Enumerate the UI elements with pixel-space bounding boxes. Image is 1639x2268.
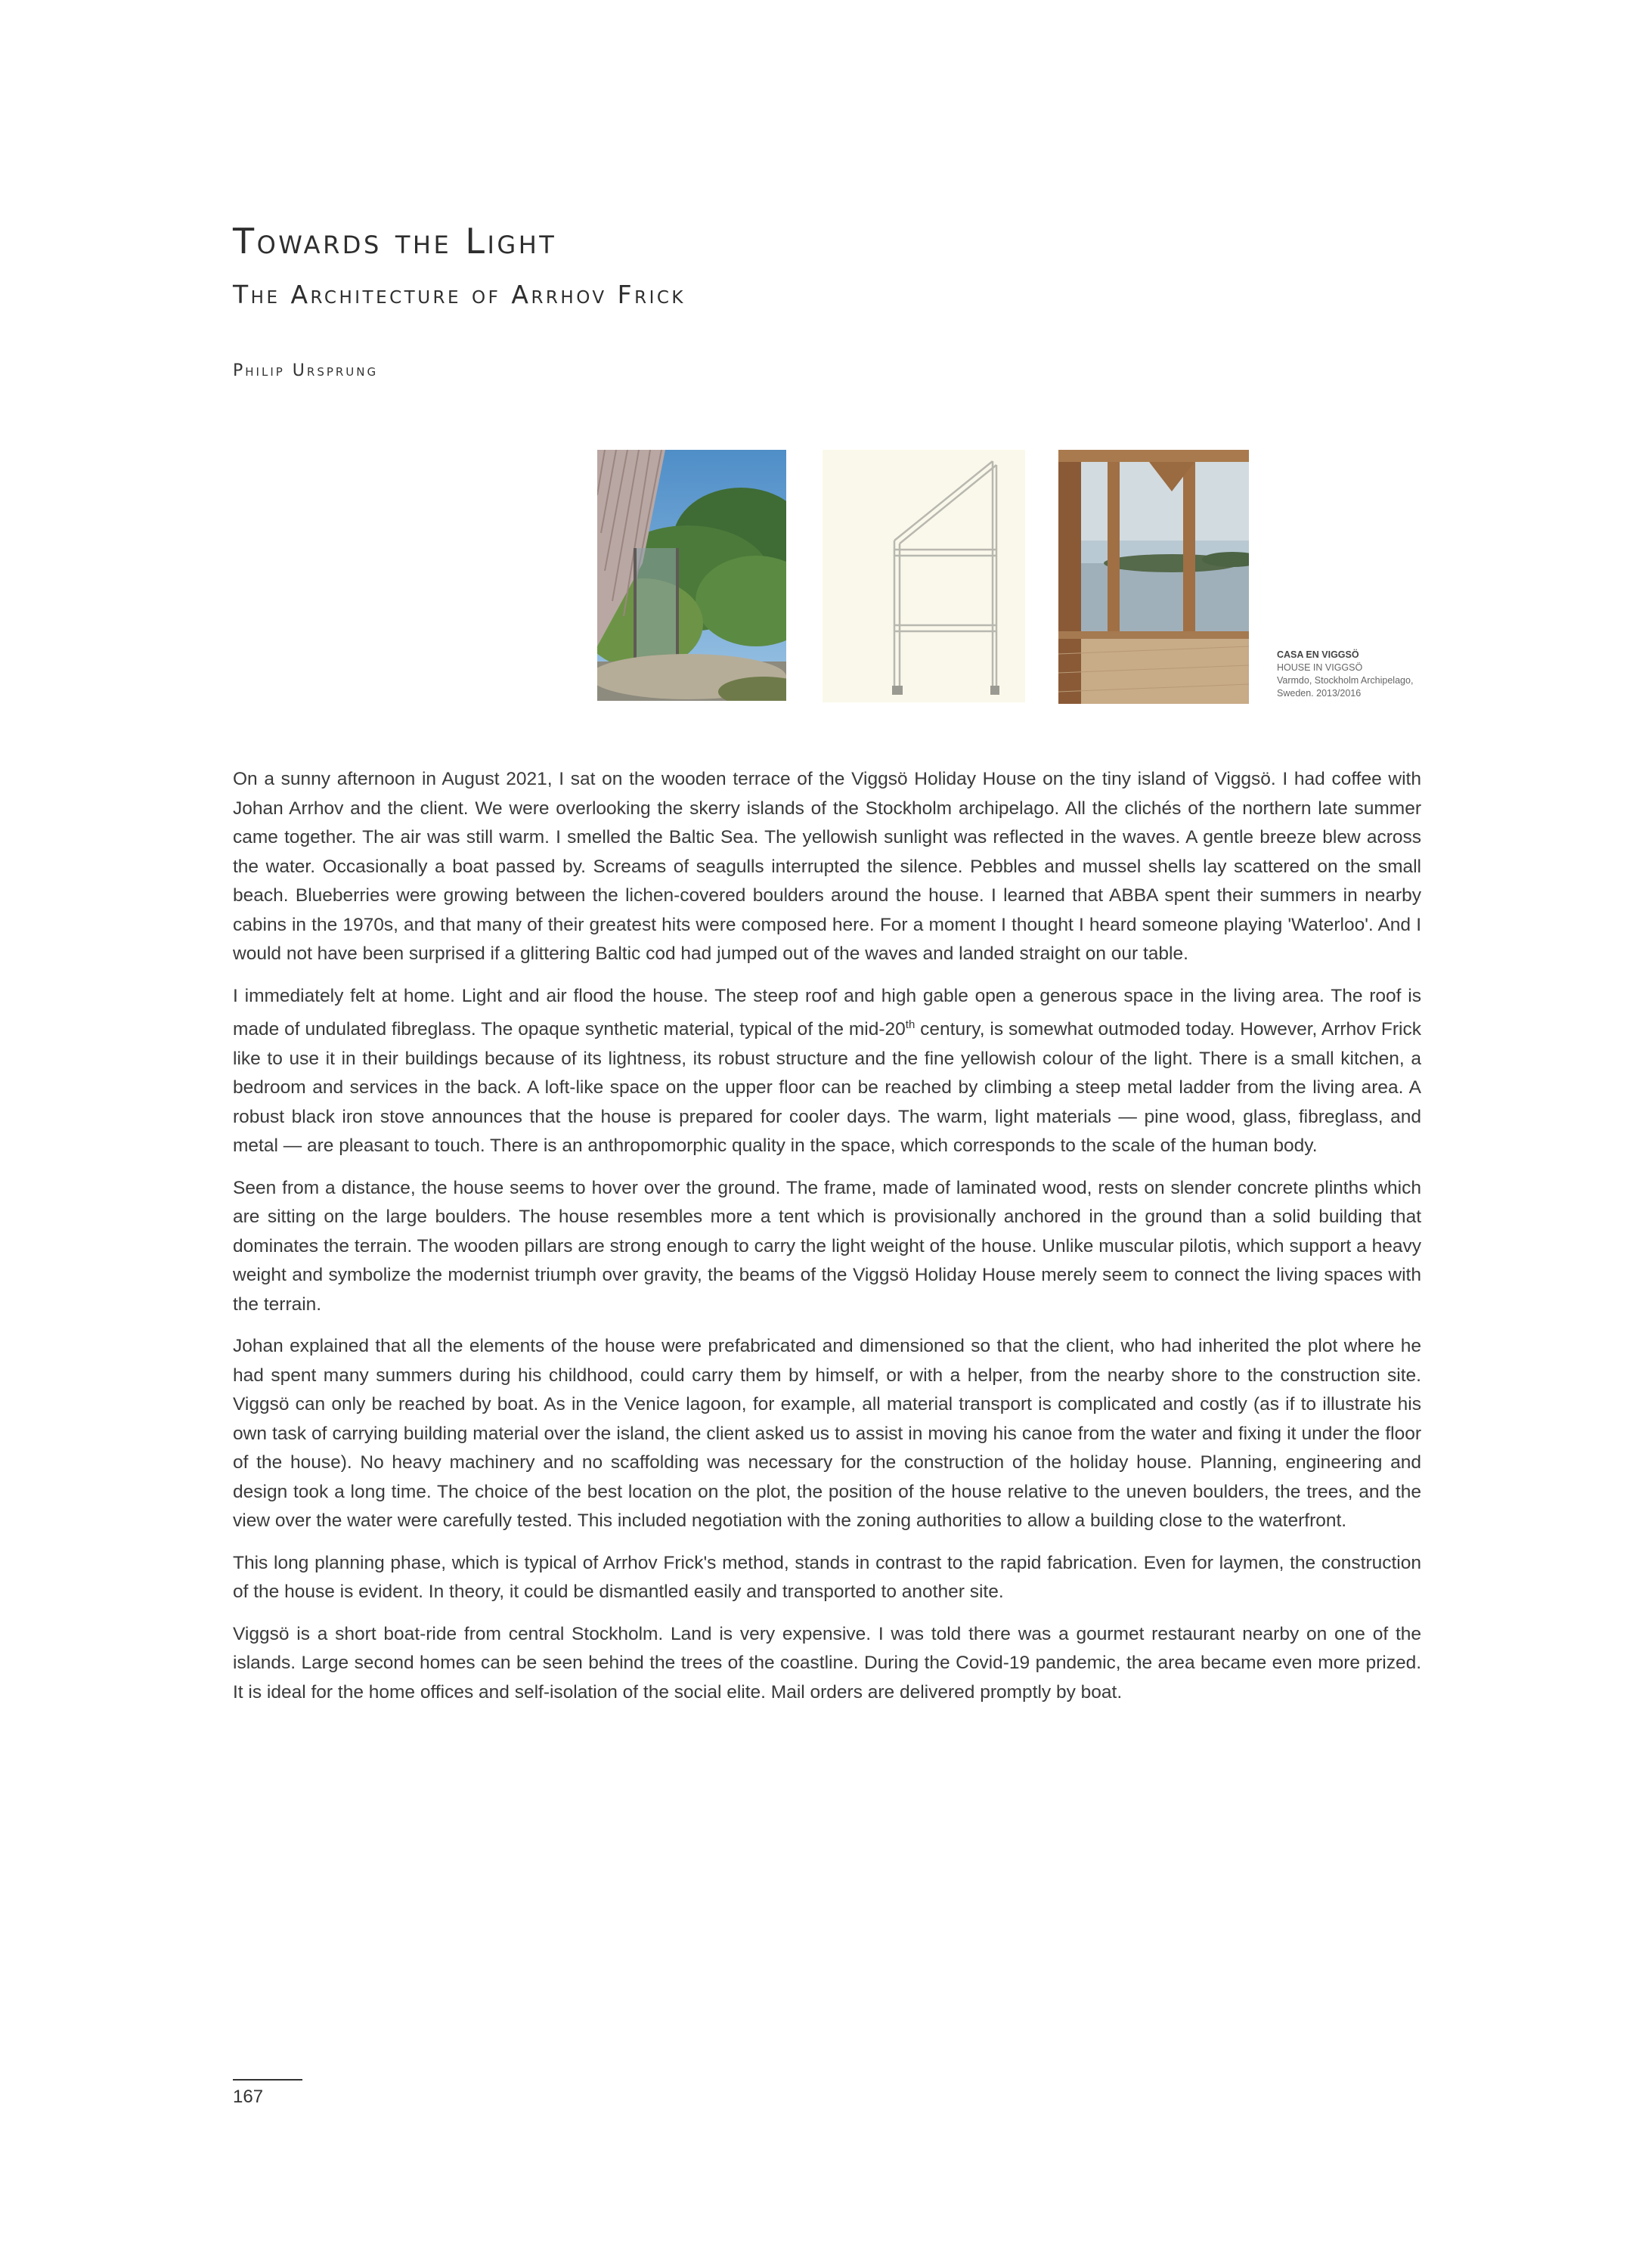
paragraph-2-part-a: I immediately felt at home. Light and air flood the house. The steep roof and high gable open a generous space in the living area. The roof is made of undulated fibreglass. The opaque synthetic material, typical of the mid-20: [233, 985, 1421, 1040]
paragraph-5: This long planning phase, which is typical of Arrhov Frick's method, stands in contrast to the rapid fabrication. Even for laymen, the construction of the house is evident. In theory, it could be dismantled easily and transported to another site.: [233, 1552, 1421, 1603]
page-number-rule: [233, 2079, 302, 2081]
paragraph-1: On a sunny afternoon in August 2021, I sat on the wooden terrace of the Viggsö Holiday House on the tiny island of Viggsö. I had coffee with Johan Arrhov and the client. We were overlooking the skerry islands of the Stockholm archipelago. All the clichés of the northern late summer came together. The air was still warm. I smelled the Baltic Sea. The yellowish sunlight was reflected in the waves. A gentle breeze blew across the water. Occasionally a boat passed by. Screams of seagulls interrupted the silence. Pebbles and mussel shells lay scattered on the small beach. Blueberries were growing between the lichen-covered boulders around the house. I learned that ABBA spent their summers in nearby cabins in the 1970s, and that many of their greatest hits were composed here. For a moment I thought I heard someone playing 'Waterloo'. And I would not have been surprised if a glittering Baltic cod had jumped out of the waves and landed straight on our table.: [233, 769, 1421, 964]
page-number: 167: [233, 2087, 264, 2107]
house-exterior-photo: [597, 450, 786, 701]
caption-location: Varmdo, Stockholm Archipelago,: [1277, 675, 1414, 686]
caption-title-es: CASA EN VIGGSÖ: [1277, 649, 1359, 660]
article-body: [233, 765, 1421, 1720]
figure-caption: [1277, 649, 1504, 700]
frame-section-drawing: [823, 450, 1025, 702]
terrace-view-photo: [1058, 450, 1249, 704]
caption-title-en: HOUSE IN VIGGSÖ: [1277, 662, 1363, 673]
paragraph-4: Johan explained that all the elements of the house were prefabricated and dimensioned so that the client, who had inherited the plot where he had spent many summers during his childhood, could carry them by himself, or with a helper, from the nearby shore to the construction site. Viggsö can only be reached by boat. As in the Venice lagoon, for example, all material transport is complicated and costly (as if to illustrate his own task of carrying building material over the island, the client asked us to assist in moving his canoe from the water and fixing it under the floor of the house). No heavy machinery and no scaffolding was necessary for the construction of the holiday house. Planning, engineering and design took a long time. The choice of the best location on the plot, the position of the house relative to the uneven boulders, the trees, and the view over the water were carefully tested. This included negotiation with the zoning authorities to allow a building close to the waterfront.: [233, 1336, 1421, 1532]
paragraph-2-part-b: century, is somewhat outmoded today. However, Arrhov Frick like to use it in their buildings because of its lightness, its robust structure and the fine yellowish colour of the light. There is a small kitchen, a bedroom and services in the back. A loft-like space on the upper floor can be reached by climbing a steep metal ladder from the living area. A robust black iron stove announces that the house is prepared for cooler days. The warm, light materials — pine wood, glass, fibreglass, and metal — are pleasant to touch. There is an anthropomorphic quality in the space, which corresponds to the scale of the human body.: [233, 1019, 1421, 1157]
paragraph-3: Seen from a distance, the house seems to hover over the ground. The frame, made of laminated wood, rests on slender concrete plinths which are sitting on the large boulders. The house resembles more a tent which is provisionally anchored in the ground than a solid building that dominates the terrain. The wooden pillars are strong enough to carry the light weight of the house. Unlike muscular pilotis, which support a heavy weight and symbolize the modernist triumph over gravity, the beams of the Viggsö Holiday House merely seem to connect the living spaces with the terrain.: [233, 1177, 1421, 1315]
paragraph-6: Viggsö is a short boat-ride from central Stockholm. Land is very expensive. I was told there was a gourmet restaurant nearby on one of the islands. Large second homes can be seen behind the trees of the coastline. During the Covid-19 pandemic, the area became even more prized. It is ideal for the home offices and self-isolation of the social elite. Mail orders are delivered promptly by boat.: [233, 1623, 1421, 1703]
ordinal-superscript: th: [905, 1018, 916, 1031]
article-title: Towards the Light: [233, 221, 557, 262]
caption-date: Sweden. 2013/2016: [1277, 688, 1362, 699]
article-subtitle: The Architecture of Arrhov Frick: [233, 280, 686, 309]
author-name: Philip Ursprung: [233, 361, 379, 380]
paragraph-2: [233, 982, 1421, 1161]
